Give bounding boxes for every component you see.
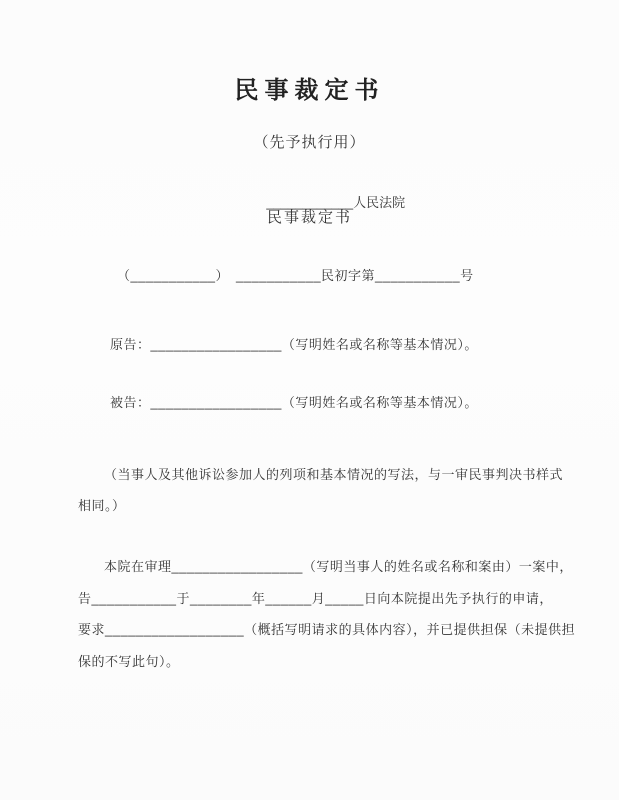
note-paragraph-line2: 相同。） bbox=[78, 498, 126, 513]
body-paragraph-line1: 本院在审理_________________（写明当事人的姓名或名称和案由）一案中， bbox=[104, 559, 573, 574]
body-paragraph-line4: 保的不写此句）。 bbox=[78, 653, 180, 669]
defendant-line: 被告：_________________（写明姓名或名称等基本情况）。 bbox=[110, 395, 478, 410]
note-paragraph-line1: （当事人及其他诉讼参加人的列项和基本情况的写法，与一审民事判决书样式 bbox=[104, 467, 564, 482]
body-paragraph-line2: 告___________于________年______月_____日向本院提出先予执行的申请， bbox=[78, 590, 553, 606]
body-paragraph bbox=[78, 551, 576, 677]
body-paragraph-line3: 要求__________________（概括写明请求的具体内容），并已提供担保（未提供担 bbox=[78, 622, 576, 637]
document-subtitle: （先予执行用） bbox=[253, 134, 366, 151]
court-name-blank: ____________ bbox=[266, 195, 354, 210]
case-number-line: （___________） ___________民初字第___________号 bbox=[117, 268, 474, 283]
document-title: 民事裁定书 bbox=[234, 77, 385, 104]
note-paragraph bbox=[78, 459, 564, 521]
plaintiff-line: 原告：_________________（写明姓名或名称等基本情况）。 bbox=[110, 337, 478, 352]
document-type-line: 民事裁定书 bbox=[266, 209, 352, 226]
court-name-suffix: 人民法院 bbox=[353, 195, 406, 210]
